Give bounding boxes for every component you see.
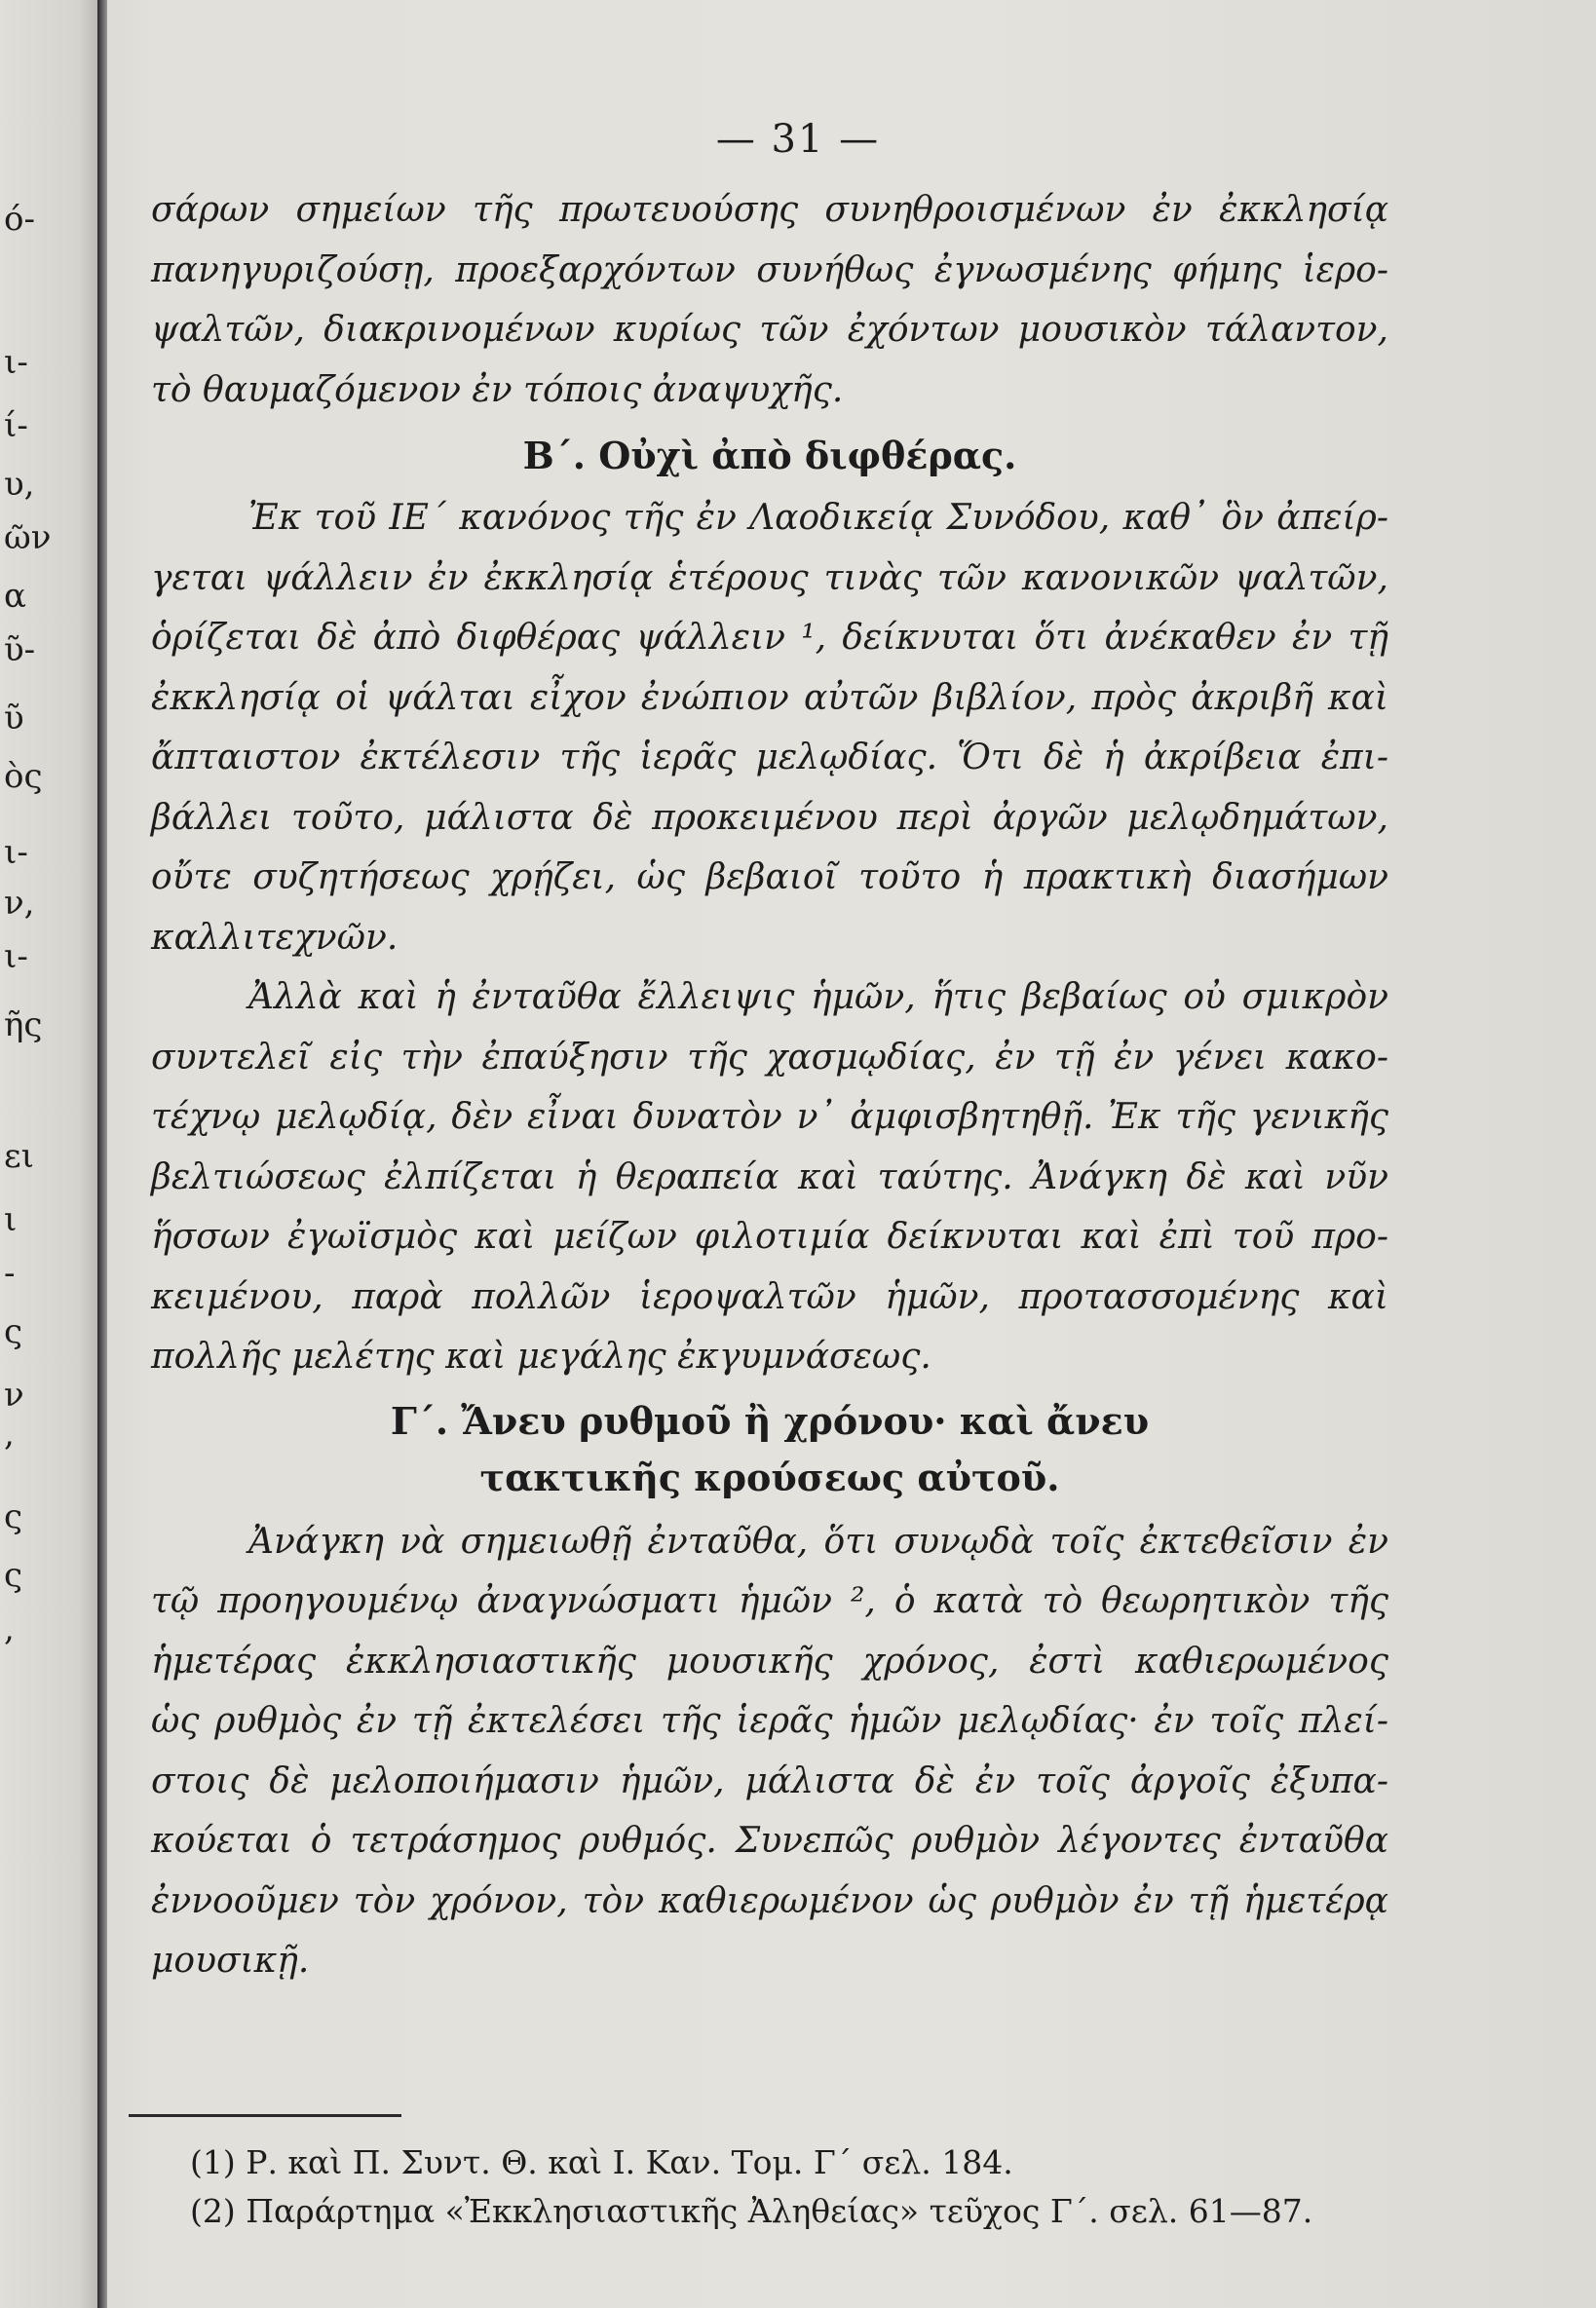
margin-fragment: , [4, 1415, 15, 1454]
text-line: μουσικῇ. [151, 1941, 310, 1981]
text-line: ψαλτῶν, διακρινομένων κυρίως τῶν ἐχόντων μουσικὸν τάλαντον, [151, 310, 1388, 350]
text-line: ὁρίζεται δὲ ἀπὸ διφθέρας ψάλλειν ¹, δείκνυται ὅτι ἀνέκαθεν ἐν τῇ [151, 618, 1388, 658]
text-line: Ἀλλὰ καὶ ἡ ἐνταῦθα ἔλλειψις ἡμῶν, ἥτις βεβαίως οὐ σμικρὸν [248, 977, 1388, 1017]
section-heading-g [151, 1393, 1388, 1506]
text-line: πολλῆς μελέτης καὶ μεγάλης ἐκγυμνάσεως. [151, 1337, 931, 1377]
margin-fragment: ει [4, 1137, 34, 1176]
text-line: Ἐκ τοῦ ΙΕ΄ κανόνος τῆς ἐν Λαοδικείᾳ Συνόδου, καθ᾽ ὃν ἀπείρ- [248, 498, 1388, 538]
text-line: ἐκκλησίᾳ οἱ ψάλται εἶχον ἐνώπιον αὐτῶν βιβλίον, πρὸς ἀκριβῆ καὶ [151, 677, 1388, 718]
margin-fragment: ς [4, 1312, 23, 1351]
margin-fragment: ὸς [4, 757, 43, 796]
margin-fragment: ῦ [4, 699, 24, 738]
footnote: (1) Ρ. καὶ Π. Συντ. Θ. καὶ Ι. Καν. Τομ. Γ΄ σελ. 184. [190, 2143, 1013, 2181]
footnote-rule [129, 2114, 401, 2117]
footnotes [190, 2138, 1311, 2236]
text-line: κειμένου, παρὰ πολλῶν ἱεροψαλτῶν ἡμῶν, προτασσομένης καὶ [151, 1276, 1388, 1317]
page-body [151, 180, 1388, 1991]
margin-fragment: ν, [4, 884, 35, 923]
margin-fragment: ῶν [4, 518, 52, 557]
heading-line: τακτικῆς κρούσεως αὐτοῦ. [479, 1455, 1060, 1499]
page-fold [97, 0, 107, 2308]
text-line: ἐννοοῦμεν τὸν χρόνον, τὸν καθιερωμένον ὡς ρυθμὸν ἐν τῇ ἡμετέρᾳ [151, 1880, 1388, 1921]
margin-fragment: ῦ- [4, 630, 36, 669]
text-line: τὸ θαυμαζόμενον ἐν τόποις ἀναψυχῆς. [151, 369, 844, 410]
text-line: κούεται ὁ τετράσημος ρυθμός. Συνεπῶς ρυθμὸν λέγοντες ἐνταῦθα [151, 1821, 1388, 1861]
heading-line: Γ΄. Ἄνευ ρυθμοῦ ἢ χρόνου· καὶ ἄνευ [390, 1398, 1150, 1443]
margin-fragment: ι- [4, 833, 28, 872]
margin-fragment: ς [4, 1556, 23, 1595]
margin-fragment: ι- [4, 343, 28, 382]
text-line: πανηγυριζούσῃ, προεξαρχόντων συνήθως ἐγνωσμένης φήμης ἱερο- [151, 249, 1388, 290]
margin-fragment: ς [4, 1497, 23, 1536]
paragraph-ellipsis [151, 967, 1388, 1387]
text-line: γεται ψάλλειν ἐν ἐκκλησίᾳ ἑτέρους τινὰς τῶν κανονικῶν ψαλτῶν, [151, 557, 1388, 598]
margin-fragment: ῆς [4, 1005, 43, 1044]
margin-fragment: ι [4, 1200, 18, 1239]
previous-page-edge [0, 0, 58, 2308]
text-line: ἡμετέρας ἐκκλησιαστικῆς μουσικῆς χρόνος, ἐστὶ καθιερωμένος [151, 1641, 1388, 1682]
paragraph-diphthera [151, 488, 1388, 967]
text-line: ἥσσων ἐγωϊσμὸς καὶ μείζων φιλοτιμία δείκνυται καὶ ἐπὶ τοῦ προ- [151, 1217, 1388, 1257]
paragraph-continuation [151, 180, 1388, 420]
text-line: συντελεῖ εἰς τὴν ἐπαύξησιν τῆς χασμῳδίας, ἐν τῇ ἐν γένει κακο- [151, 1037, 1388, 1078]
margin-fragment: ί- [4, 406, 28, 445]
text-line: οὔτε συζητήσεως χρῄζει, ὡς βεβαιοῖ τοῦτο ἡ πρακτικὴ διασήμων [151, 857, 1388, 897]
text-line: ὡς ρυθμὸς ἐν τῇ ἐκτελέσει τῆς ἱερᾶς ἡμῶν μελῳδίας· ἐν τοῖς πλεί- [151, 1701, 1388, 1741]
text-line: καλλιτεχνῶν. [151, 917, 399, 958]
text-line: σάρων σημείων τῆς πρωτευούσης συνηθροισμένων ἐν ἐκκλησίᾳ [151, 190, 1388, 230]
page-number: — 31 — [715, 117, 881, 162]
text-line: στοις δὲ μελοποιήμασιν ἡμῶν, μάλιστα δὲ ἐν τοῖς ἀργοῖς ἐξυπα- [151, 1760, 1388, 1801]
text-line: Ἀνάγκη νὰ σημειωθῇ ἐνταῦθα, ὅτι συνῳδὰ τοῖς ἐκτεθεῖσιν ἐν [248, 1521, 1388, 1562]
margin-fragment: ν [4, 1376, 24, 1415]
text-line: τῷ προηγουμένῳ ἀναγνώσματι ἡμῶν ², ὁ κατὰ τὸ θεωρητικὸν τῆς [151, 1581, 1388, 1621]
text-line: ἄπταιστον ἐκτέλεσιν τῆς ἱερᾶς μελῳδίας. Ὅτι δὲ ἡ ἀκρίβεια ἐπι- [151, 738, 1388, 777]
paragraph-rhythm [151, 1512, 1388, 1991]
text-line: βελτιώσεως ἐλπίζεται ἡ θεραπεία καὶ ταύτης. Ἀνάγκη δὲ καὶ νῦν [151, 1156, 1388, 1197]
margin-fragment: ι- [4, 937, 28, 976]
section-heading-b [151, 428, 1388, 484]
footnote: (2) Παράρτημα «Ἐκκλησιαστικῆς Ἀληθείας» τεῦχος Γ΄. σελ. 61—87. [190, 2192, 1313, 2230]
margin-fragment: α [4, 577, 26, 616]
margin-fragment: - [4, 1254, 16, 1293]
text-line: βάλλει τοῦτο, μάλιστα δὲ προκειμένου περὶ ἀργῶν μελῳδημάτων, [151, 797, 1388, 838]
heading-line: Β΄. Οὐχὶ ἀπὸ διφθέρας. [522, 434, 1017, 477]
margin-fragment: ό- [4, 200, 35, 239]
margin-fragment: υ, [4, 465, 35, 504]
text-line: τέχνῳ μελῳδίᾳ, δὲν εἶναι δυνατὸν ν᾽ ἀμφισβητηθῇ. Ἐκ τῆς γενικῆς [151, 1097, 1388, 1137]
margin-fragment: , [4, 1609, 15, 1648]
